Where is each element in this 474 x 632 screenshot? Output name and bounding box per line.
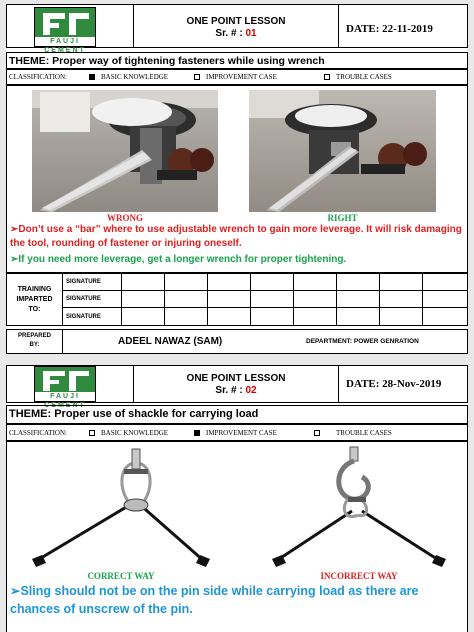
classification-label: CLASSIFICATION: <box>9 429 67 437</box>
correct-way-caption: CORRECT WAY <box>87 571 155 581</box>
serial-number: Sr. # : 02 <box>215 385 257 396</box>
incorrect-way-illustration <box>264 445 454 569</box>
basic-knowledge-label: BASIC KNOWLEDGE <box>101 429 169 437</box>
improvement-case-label: IMPROVEMENT CASE <box>206 429 277 437</box>
signature-label-2: SIGNATURE <box>66 296 101 302</box>
correct-way-illustration <box>28 445 214 569</box>
sig-col-divider <box>422 273 423 326</box>
note-right: ➢If you need more leverage, get a longer wrench for proper tightening. <box>10 254 347 265</box>
lesson-date: DATE: 28-Nov-2019 <box>346 378 442 390</box>
training-label-line3: TO: <box>28 306 41 313</box>
lesson-sheet-2 <box>6 365 468 632</box>
prepared-label-line1: PREPARED <box>18 333 51 339</box>
title-cell <box>133 365 339 403</box>
sig-col-divider <box>121 273 122 326</box>
signature-label-1: SIGNATURE <box>66 279 101 285</box>
sig-col-divider <box>336 273 337 326</box>
fauji-cement-logo <box>34 366 96 409</box>
note-wrong: ➢Don’t use a “bar” where to use adjustable wrench to gain more leverage. It will risk damaging the tool, rounding of fastener or injuring oneself. <box>10 224 462 249</box>
classification-label: CLASSIFICATION: <box>9 73 67 81</box>
trouble-cases-checkbox[interactable] <box>314 430 320 436</box>
training-label-line2: IMPARTED <box>16 296 53 303</box>
improvement-case-checkbox[interactable] <box>194 430 200 436</box>
lesson-title: ONE POINT LESSON <box>186 16 286 27</box>
sig-col-divider <box>379 273 380 326</box>
prepared-label-line2: BY: <box>29 342 40 348</box>
signature-row-3 <box>62 307 468 326</box>
lesson-theme: THEME: Proper way of tightening fasteners while using wrench <box>9 55 325 67</box>
sig-col-divider <box>250 273 251 326</box>
signature-row-2 <box>62 290 468 308</box>
lesson-date: DATE: 22-11-2019 <box>346 23 433 35</box>
basic-knowledge-label: BASIC KNOWLEDGE <box>101 73 169 81</box>
signature-row-1 <box>62 273 468 291</box>
improvement-case-checkbox[interactable] <box>194 74 200 80</box>
sig-col-divider <box>164 273 165 326</box>
incorrect-way-caption: INCORRECT WAY <box>320 571 398 581</box>
serial-number: Sr. # : 01 <box>215 28 257 39</box>
sig-col-divider <box>207 273 208 326</box>
lesson-theme: THEME: Proper use of shackle for carrying load <box>9 408 259 420</box>
basic-knowledge-checkbox[interactable] <box>89 74 95 80</box>
signature-label-3: SIGNATURE <box>66 314 101 320</box>
department: DEPARTMENT: POWER GENRATION <box>306 338 419 345</box>
lesson-sheet-1 <box>6 4 468 354</box>
logo-text: FAUJI CEMENT <box>35 392 95 401</box>
shackle-note: ➢Sling should not be on the pin side while carrying load as there are chances of unscrew of the pin. <box>10 584 419 616</box>
training-label-line1: TRAINING <box>17 286 52 293</box>
trouble-cases-label: TROUBLE CASES <box>336 429 392 437</box>
trouble-cases-label: TROUBLE CASES <box>336 73 392 81</box>
trouble-cases-checkbox[interactable] <box>324 74 330 80</box>
wrong-way-photo <box>32 90 218 212</box>
right-caption: RIGHT <box>327 213 358 223</box>
basic-knowledge-checkbox[interactable] <box>89 430 95 436</box>
logo-text: FAUJI CEMENT <box>35 37 95 46</box>
improvement-case-label: IMPROVEMENT CASE <box>206 73 277 81</box>
right-way-photo <box>249 90 436 212</box>
lesson-title: ONE POINT LESSON <box>186 373 286 384</box>
fauji-cement-logo <box>34 7 96 54</box>
prepared-by-name: ADEEL NAWAZ (SAM) <box>118 336 223 347</box>
sig-col-divider <box>293 273 294 326</box>
wrong-caption: WRONG <box>107 213 143 223</box>
